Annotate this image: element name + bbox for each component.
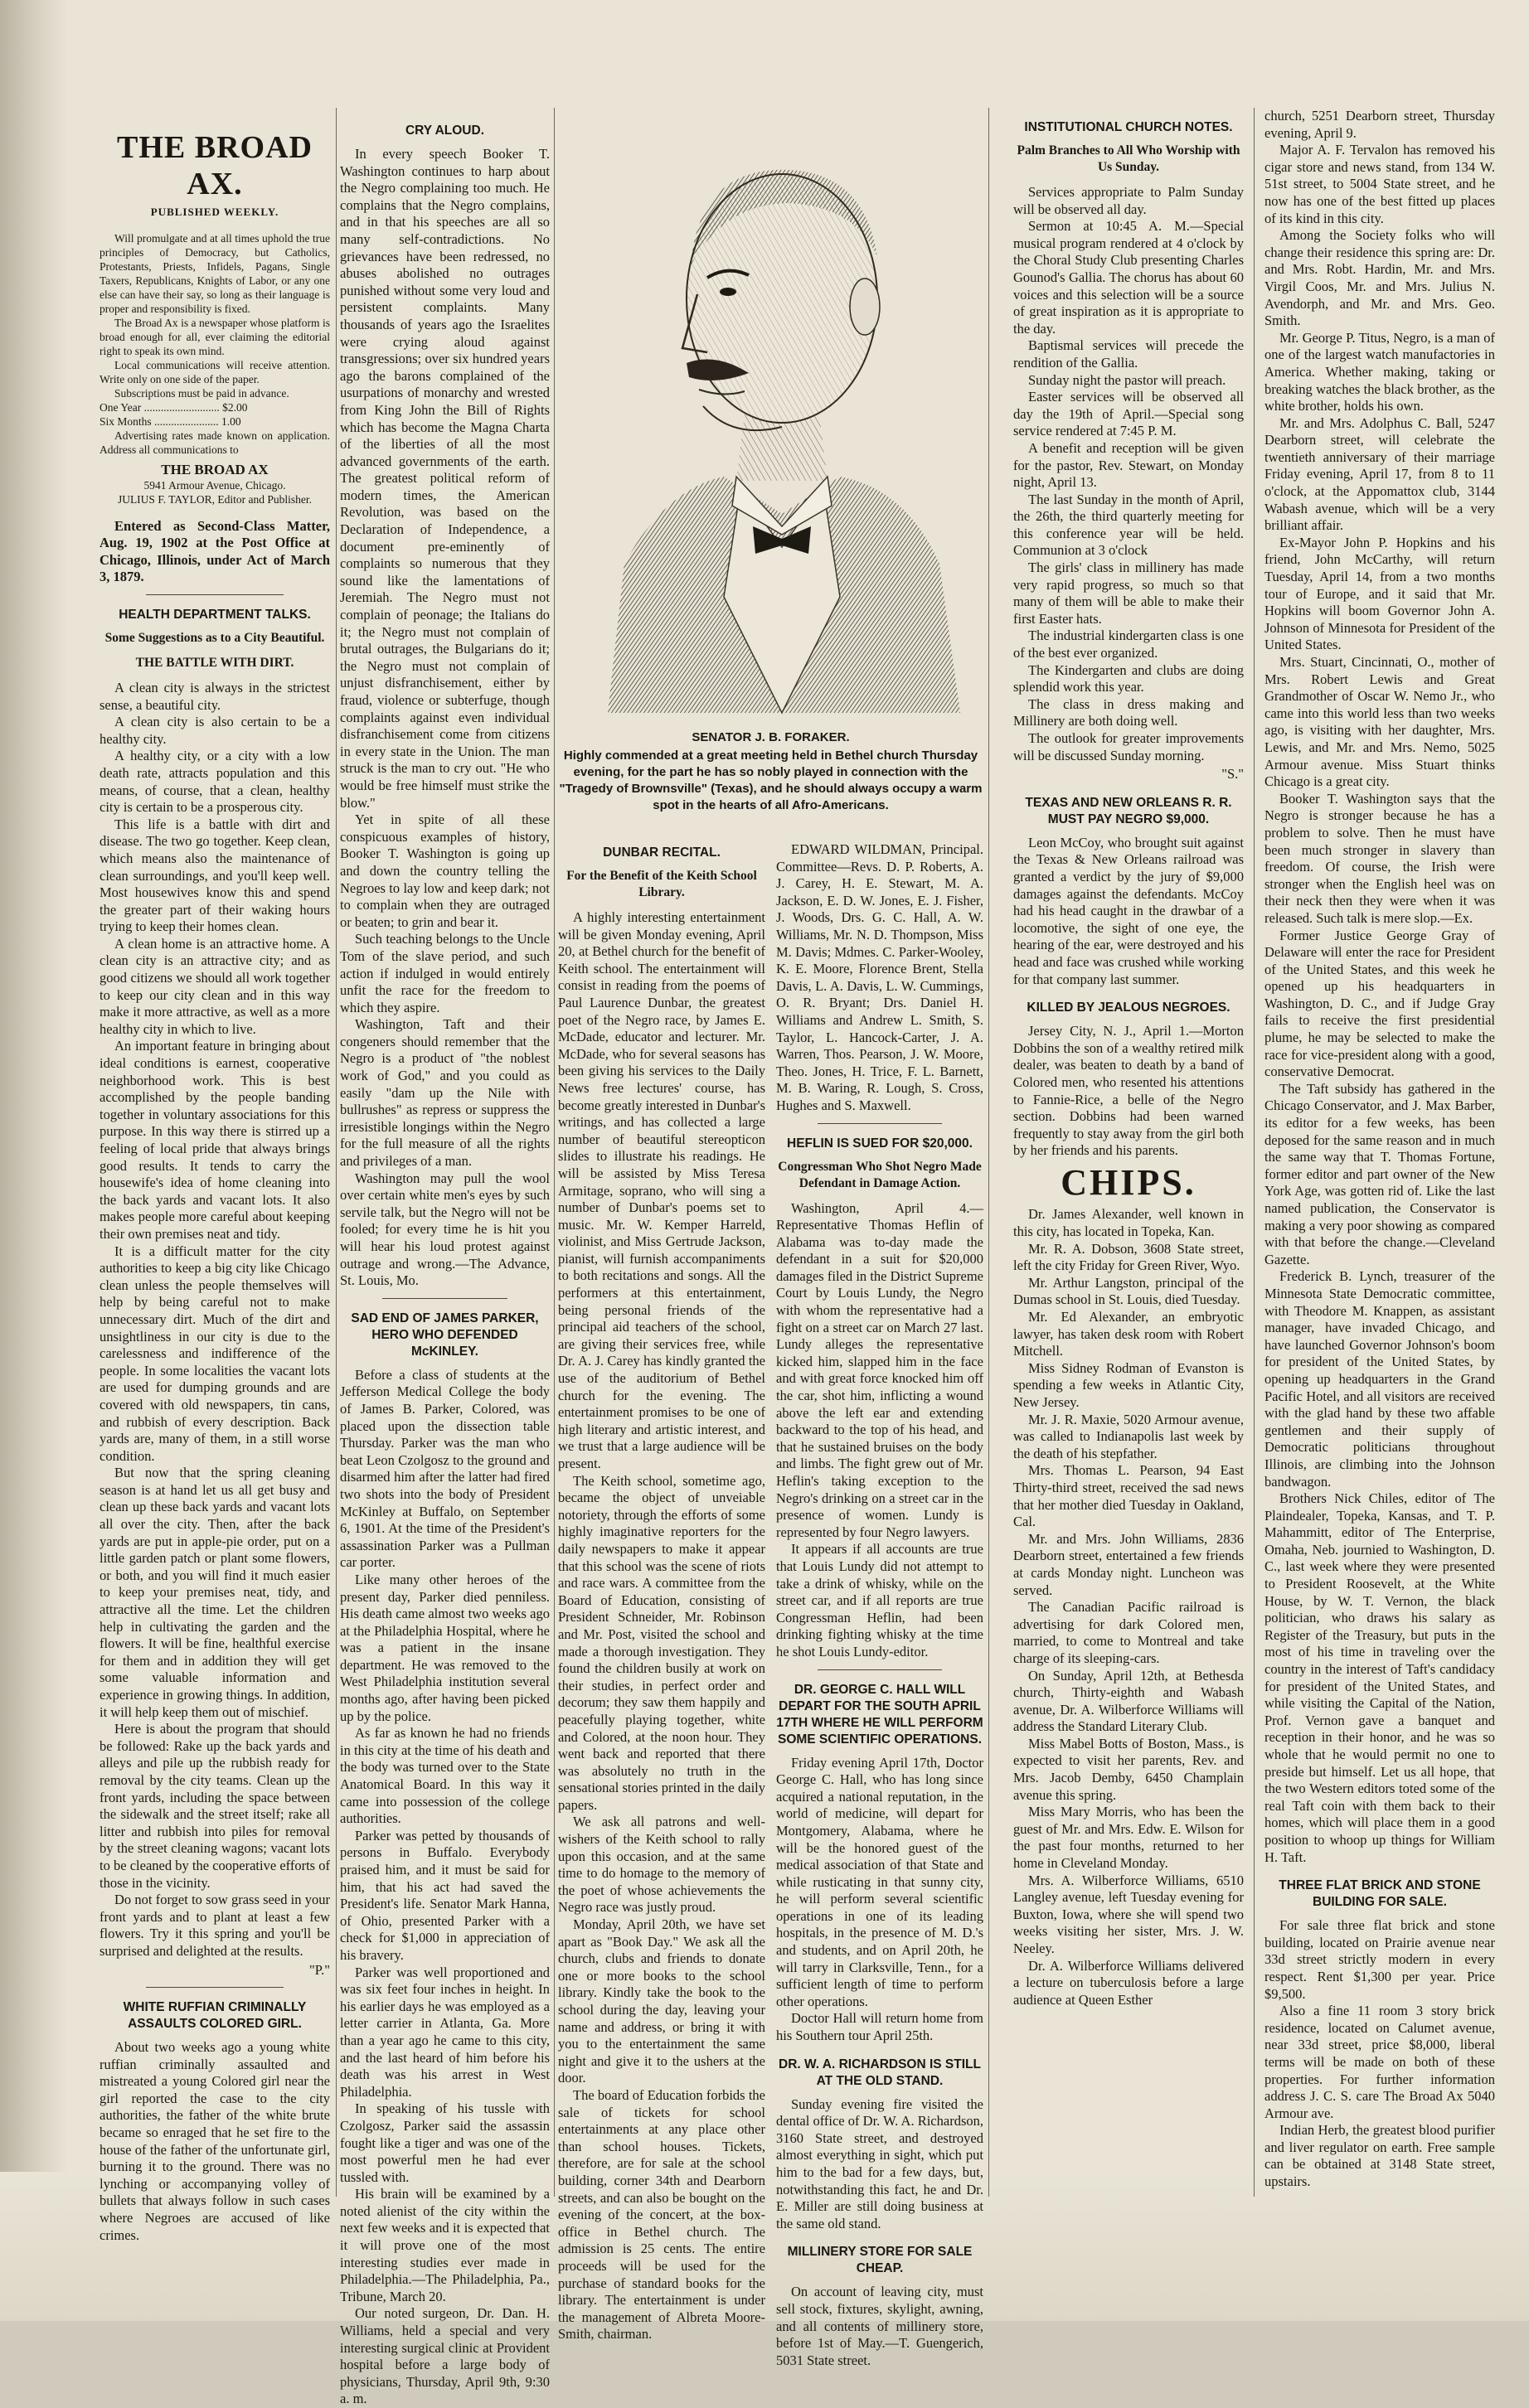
column-3b bbox=[776, 833, 983, 2369]
masthead-title: THE BROAD AX. bbox=[117, 130, 313, 201]
col5-item: Among the Society folks who will change their residence this spring are: Dr. and Mrs. Robt. Hardin, Mr. and Mrs. Virgil Coos, Mr. and Mrs. Julius N. Avendorph, and Mr. and Mrs. Geo. Smith. bbox=[1264, 227, 1495, 329]
health-battle-heading: THE BATTLE WITH DIRT. bbox=[135, 655, 294, 670]
parker-paragraph: His brain will be examined by a noted alienist of the city within the next few weeks and it is expected that it will prove one of the most interesting studies ever made in Philadelphia.—The Philadelphia, Pa., Tribune, March 20. bbox=[340, 2186, 550, 2304]
hall-paragraph: Doctor Hall will return home from his Southern tour April 25th. bbox=[776, 2010, 983, 2044]
parker-heading: SAD END OF JAMES PARKER, HERO WHO DEFENDED McKINLEY. bbox=[351, 1311, 539, 1359]
masthead-rate-year: One Year ........................... $2.00 bbox=[100, 400, 248, 414]
column-rule bbox=[336, 108, 337, 2197]
health-paragraph: An important feature in bringing about ideal conditions is earnest, cooperative neighborhood work. This is best accomplished by the people banding together in voluntary associations for this purpose. In this way there is stirred up a feeling of local pride that always brings good results. It tends to carry the housewife's idea of home cleaning into the back yards and vacant lots. It also makes people more careful about keeping their own premises neat and tidy. bbox=[100, 1038, 330, 1242]
dunbar-paragraph: The Keith school, sometime ago, became the object of unveiable notoriety, through the efforts of some highly imaginative reporters for the daily newspapers to make it appear that this school was the scene of riots and race wars. A committee from the Board of Education, consisting of President Schneider, Mr. Robinson and Mr. Post, visited the school and made a thorough investigation. They found the children busily at work on their studies, in perfect order and decorum; they saw them happily and peacefully playing together, white and Colored, at the noon hour. They went back and reported that there was absolutely no truth in the sensational stories printed in the daily papers. bbox=[558, 1472, 765, 1813]
institutional-paragraph: The outlook for greater improvements will be discussed Sunday morning. bbox=[1013, 730, 1244, 763]
heflin-paragraph: Washington, April 4.—Representative Thomas Heflin of Alabama was to-day made the defendant in a suit for $20,000 damages filed in the District Supreme Court by Louis Lundy, the Negro with whom the representative had a fight on a street car on March 27 last. Lundy alleges the representative kicked him, slapped him in the face and with great force knocked him off the car, shot him, inflicting a wound above the left ear and extending backward to the top of his head, and that he sustained bruises on the body and limbs. The fight grew out of Mr. Heflin's taking exception to the Negro's drinking on a street car in the presence of women. Lundy is represented by four Negro lawyers. bbox=[776, 1199, 983, 1540]
jealous-text: Jersey City, N. J., April 1.—Morton Dobbins the son of a wealthy retired milk dealer, was beaten to death by a band of Colored men, who resented his attentions to Fannie-Rice, a belle of the Negro section. Dobbins had been warned frequently to stay away from the girl both by her friends and his parents. bbox=[1013, 1023, 1244, 1159]
col5-item: Booker T. Washington says that the Negro is stronger because he has a problem to solve. Then he must have been much stronger in slavery than freedom. Of course, the Irish were stronger when the English heel was on their neck then they were when it was released. Such talk is mere slop.—Ex. bbox=[1264, 790, 1495, 926]
scan-shadow-left bbox=[0, 0, 68, 2321]
chips-item: Mrs. Thomas L. Pearson, 94 East Thirty-third street, received the sad news that her mother died Tuesday in Oakland, Cal. bbox=[1013, 1462, 1244, 1530]
institutional-paragraph: The girls' class in millinery has made very rapid progress, so much so that many of them will be able to make their first Easter hats. bbox=[1013, 560, 1244, 627]
dunbar-heading: DUNBAR RECITAL. bbox=[603, 845, 721, 860]
health-paragraph: Do not forget to sow grass seed in your front yards and to plant at least a few flowers. Try it this spring and you'll be surprised and delighted at the results. bbox=[100, 1892, 330, 1959]
institutional-paragraph: The class in dress making and Millinery are both doing well. bbox=[1013, 695, 1244, 729]
millinery-heading: MILLINERY STORE FOR SALE CHEAP. bbox=[787, 2245, 973, 2276]
col5-item: Frederick B. Lynch, treasurer of the Minnesota State Democratic committee, with Theodore M. Knappen, as assistant manager, have invaded Chicago, and have launched Governor Johnson's boom for president of the United States, by opening up headquarters in the Grand Pacific Hotel, and all visitors are received with the glad hand by these two affable gentlemen and their supply of Democratic politicians throughout Illinois, are climbing into the Johnson bandwagon. bbox=[1264, 1268, 1495, 1490]
institutional-paragraph: Sermon at 10:45 A. M.—Special musical program rendered at 4 o'clock by the Choral Study Club presenting Charles Gounod's Gallia. The chorus has about 60 voices and this selection will be a source of great inspiration as it is appropriate to the day. bbox=[1013, 218, 1244, 337]
hall-heading: DR. GEORGE C. HALL WILL DEPART FOR THE SOUTH APRIL 17TH WHERE HE WILL PERFORM SOME SCIENTIFIC OPERATIONS. bbox=[776, 1682, 983, 1747]
column-rule bbox=[1254, 108, 1255, 2197]
texas-heading: TEXAS AND NEW ORLEANS R. R. MUST PAY NEGRO $9,000. bbox=[1025, 795, 1232, 826]
hospital-clinic-note: Our noted surgeon, Dr. Dan. H. Williams, held a special and very interesting surgical clinic at Provident hospital before a large body of physicians, Thursday, April 9th, 9:30 a. m. bbox=[340, 2305, 550, 2407]
chips-item: Mr. R. A. Dobson, 3608 State street, left the city Friday for Green River, Wyo. bbox=[1013, 1240, 1244, 1274]
health-paragraph: A healthy city, or a city with a low death rate, attracts population and this means, of course, that a clean, healthy city is certain to be a prosperous city. bbox=[100, 748, 330, 816]
institutional-paragraph: Services appropriate to Palm Sunday will be observed all day. bbox=[1013, 184, 1244, 217]
cry-paragraph: Yet in spite of all these conspicuous examples of history, Booker T. Washington is going up and down the country telling the Negroes to lay low and keep dark; not to complain when they are outraged or beaten; to grin and bear it. bbox=[340, 812, 550, 930]
health-paragraph: A clean city is always in the strictest sense, a beautiful city. bbox=[100, 679, 330, 713]
column-1 bbox=[100, 108, 330, 2243]
divider bbox=[818, 1123, 942, 1124]
institutional-paragraph: The Kindergarten and clubs are doing splendid work this year. bbox=[1013, 661, 1244, 695]
masthead-rate-six: Six Months ....................... 1.00 bbox=[100, 414, 241, 428]
texas-text: Leon McCoy, who brought suit against the Texas & New Orleans railroad was granted a verdict by the jury of $9,000 damages against the defendants. McCoy had his head caught in the drawbar of a locomotive, the sight of one eye, the hearing of the ear, were destroyed and his head and face was crushed while working for that company last summer. bbox=[1013, 834, 1244, 987]
ruffian-text: About two weeks ago a young white ruffian criminally assaulted and mistreated a young Colored girl near the girl reported the case to the city authorities, the father of the white brute became so enraged that he set fire to the house of the father of the unfortunate girl, burning it to the ground. There was no lynching or accompanying volley of bullets that always follow in such cases where Negroes are accused of like crimes. bbox=[100, 2039, 330, 2243]
masthead-subscriptions: Subscriptions must be paid in advance. bbox=[114, 386, 289, 400]
chips-title: CHIPS. bbox=[1061, 1161, 1197, 1203]
column-rule bbox=[554, 108, 555, 2197]
health-heading: HEALTH DEPARTMENT TALKS. bbox=[119, 607, 311, 622]
parker-paragraph: Before a class of students at the Jefferson Medical College the body of James B. Parker, Colored, was placed upon the dissection table Thursday. Parker was the man who beat Leon Czolgosz to the ground and disarmed him after the latter had fired two shots into the body of President McKinley at Buffalo, on September 6, 1901. At the time of the President's assassination Parker was a Pullman car porter. bbox=[340, 1366, 550, 1571]
health-paragraph: A clean home is an attractive home. A clean city is an attractive city; and as good citizens we should all work together to keep our city clean and in this way make it more attractive, as well as a more healthy city in which to live. bbox=[100, 935, 330, 1037]
col5-item: Major A. F. Tervalon has removed his cigar store and news stand, from 134 W. 51st street, to 5004 State street, and he now has one of the best fitted up places of its kind in this city. bbox=[1264, 142, 1495, 226]
hall-paragraph: Friday evening April 17th, Doctor George C. Hall, who has long since acquired a national reputation, in the world of medicine, will depart for Montgomery, Alabama, where he will be the honored guest of the medical association of that State and while rusticating in that sunny city, he will perform several scientific operations in one of its leading hospitals, in the presence of M. D.'s and students, and on April 20th, he will tarry in Clarksville, Tenn., for a sufficient length of time to perform other operations. bbox=[776, 1754, 983, 2009]
health-signoff: "P." bbox=[309, 1961, 330, 1978]
divider bbox=[382, 1298, 508, 1299]
divider bbox=[146, 594, 284, 595]
heflin-heading: HEFLIN IS SUED FOR $20,000. bbox=[787, 1136, 973, 1151]
cry-heading: CRY ALOUD. bbox=[405, 124, 484, 138]
dunbar-committee: EDWARD WILDMAN, Principal. Committee—Revs. D. P. Roberts, A. J. Carey, H. E. Stewart, M. A. Jackson, E. D. W. Jones, E. J. Fisher, J. Woods, Drs. G. C. Hall, A. W. Williams, Mr. N. D. Thompson, Miss M. Davis; Mdmes. C. Parker-Wooley, K. E. Moore, Florence Brent, Stella Davis, L. A. Davis, L. W. Cummings, O. R. Bryant; Drs. Daniel H. Williams and Andrew L. Smith, S. Taylor, L. Hancock-Carter, J. A. Warren, Thos. Pearson, J. W. Moore, Theo. Jones, H. Trice, F. L. Barnett, M. B. Waring, R. Lough, S. Cross, Hughes and S. Maxwell. bbox=[776, 841, 983, 1113]
dunbar-paragraph: We ask all patrons and well-wishers of the Keith school to rally upon this occasion, and at the same time to do homage to the memory of the poet of whose achievements the Negro race was justly proud. bbox=[558, 1814, 765, 1916]
parker-paragraph: Parker was petted by thousands of persons in Buffalo. Everybody praised him, and it must be said for him, that his act had saved the President's life. Senator Mark Hanna, of Ohio, presented Parker with a check for $1,000 in appreciation of his bravery. bbox=[340, 1827, 550, 1963]
masthead-address-name: THE BROAD AX bbox=[161, 461, 269, 477]
column-2 bbox=[340, 108, 550, 2407]
cry-paragraph: Such teaching belongs to the Uncle Tom of the slave period, and such action if indulged in would entirely unfit the race for the freedom to which they aspire. bbox=[340, 931, 550, 1015]
institutional-subheading: Palm Branches to All Who Worship with Us Sunday. bbox=[1017, 143, 1240, 174]
column-3a bbox=[558, 833, 765, 2343]
cry-paragraph: In every speech Booker T. Washington continues to harp about the Negro complaining too much. He complains that the Negro complains, and in that his speeches are all so many self-contradictions. No grievances have been redressed, no abuses abolished no outrages punished without some very loud and persistent complaints. Many thousands of years ago the Israelites were crying aloud against transgressions; over six hundred years ago the barons complained of the usurpations of monarchy and wrested from King John the Bill of Rights which has become the Magna Charta of the liberties of all the most advanced governments of the earth. The greatest political reform of modern times, the American Revolution, was based on the Declaration of Independence, a document pre-eminently of complaints so numerous that they sound like the lamentations of Jeremiah. The Negro must not complain of peonage; the Italians do it; the Negro must not complain of brutal outrages, the Bulgarians do it; the Negro must not complain of unjust disfranchisement, either by fraud, violence or subterfuge, though complaints against even individual disfranchisement come from citizens in every state in the Union. The man struck is the man to cry out. "He who would be free himself must strike the blow." bbox=[340, 146, 550, 811]
institutional-paragraph: Baptismal services will precede the rendition of the Gallia. bbox=[1013, 337, 1244, 371]
health-subheading: Some Suggestions as to a City Beautiful. bbox=[104, 630, 325, 645]
column-4 bbox=[1013, 108, 1244, 2205]
masthead-editor: JULIUS F. TAYLOR, Editor and Publisher. bbox=[117, 492, 313, 506]
col5-item: church, 5251 Dearborn street, Thursday evening, April 9. bbox=[1264, 108, 1495, 141]
heflin-subheading: Congressman Who Shot Negro Made Defendant in Damage Action. bbox=[778, 1159, 982, 1190]
parker-paragraph: Like many other heroes of the present day, Parker died penniless. His death came almost two weeks ago at the Philadelphia Hospital, where he was a patient in the insane department. He was removed to the West Philadelphia institution several months ago, after having been picked up by the police. bbox=[340, 1571, 550, 1724]
institutional-paragraph: A benefit and reception will be given for the pastor, Rev. Stewart, on Monday night, April 13. bbox=[1013, 439, 1244, 491]
flat-heading: THREE FLAT BRICK AND STONE BUILDING FOR SALE. bbox=[1279, 1878, 1481, 1910]
column-3 bbox=[558, 108, 983, 2368]
chips-item: Mr. Arthur Langston, principal of the Dumas school in St. Louis, died Tuesday. bbox=[1013, 1274, 1244, 1308]
chips-item: Miss Sidney Rodman of Evanston is spending a few weeks in Atlantic City, New Jersey. bbox=[1013, 1359, 1244, 1410]
jealous-heading: KILLED BY JEALOUS NEGROES. bbox=[1027, 1001, 1230, 1015]
col5-item: Brothers Nick Chiles, editor of The Plaindealer, Topeka, Kansas, and T. P. Mahammitt, editor of The Enterprise, Omaha, Neb. journied to Washington, D. C., last week where they were presented to President Roosevelt, at the White House, by W. T. Vernon, the black politician, who draws his salary as Register of the Treasury, but puts in the most of his time in traveling over the country in the interest of Taft's candidacy for president of the United States, and while visiting the Capital of the Nation, Prof. Vernon gave a banquet and reception in their honor, and he was so whole that he would permit no one to preside but himself. Let us all hope, that the two Western editors toted some of the real Taft coin with them back to their homes, which will place them in a good position to whoop up things for William H. Taft. bbox=[1264, 1490, 1495, 1865]
ruffian-heading: WHITE RUFFIAN CRIMINALLY ASSAULTS COLORED GIRL. bbox=[123, 2000, 307, 2032]
chips-item: Miss Mary Morris, who has been the guest of Mr. and Mrs. Edw. E. Wilson for the past four months, returned to her home in Cleveland Monday. bbox=[1013, 1804, 1244, 1872]
col5-item: Ex-Mayor John P. Hopkins and his friend, John McCarthy, will return Tuesday, April 14, from a two months tour of Europe, and it said that Mr. Hopkins will boom Governor John A. Johnson of Minnesota for President of the United States. bbox=[1264, 534, 1495, 653]
institutional-paragraph: Easter services will be observed all day the 19th of April.—Special song service rendered at 7:45 P. M. bbox=[1013, 389, 1244, 439]
col5-item: Mrs. Stuart, Cincinnati, O., mother of Mrs. Robert Lewis and Great Grandmother of Oscar W. Nemo Jr., who came into this world less than two weeks ago, is visiting with her daughter, Mrs. Lewis, and Mr. and Mrs. Nemo, 5025 Armour avenue. Miss Stuart thinks Chicago is a great city. bbox=[1264, 654, 1495, 790]
chips-item: Dr. James Alexander, well known in this city, has located in Topeka, Kan. bbox=[1013, 1206, 1244, 1240]
flat-text: For sale three flat brick and stone building, located on Prairie avenue near 33d street strictly modern in every respect. Rent $1,300 per year. Price $9,500. bbox=[1264, 1917, 1495, 2002]
chips-item: Mr. J. R. Maxie, 5020 Armour avenue, was called to Indianapolis last week by the death of his stepfather. bbox=[1013, 1411, 1244, 1461]
portrait-engraving bbox=[591, 99, 973, 729]
masthead-policy: Will promulgate and at all times uphold the true principles of Democracy, but Catholics, Protestants, Priests, Infidels, Pagans, Single Taxers, Republicans, Knights of Labor, or any one else can have their say, so long as their language is proper and responsibility is fixed. bbox=[100, 231, 330, 315]
chips-item: The Canadian Pacific railroad is advertising for dark Colored men, married, to come to Montreal and take charge of its sleeping-cars. bbox=[1013, 1599, 1244, 1666]
parker-paragraph: In speaking of his tussle with Czolgosz, Parker said the assassin fought like a tiger and was one of the most powerful men he had ever tussled with. bbox=[340, 2100, 550, 2185]
masthead-address-street: 5941 Armour Avenue, Chicago. bbox=[143, 478, 286, 492]
institutional-paragraph: The industrial kindergarten class is one of the best ever organized. bbox=[1013, 627, 1244, 661]
column-5 bbox=[1264, 108, 1495, 2205]
masthead-subtitle: PUBLISHED WEEKLY. bbox=[150, 206, 279, 218]
column-rule bbox=[988, 108, 989, 2197]
col5-item: Former Justice George Gray of Delaware will enter the race for President of the United States, and this week he opened up his headquarters in Washington, D. C., and if Judge Gray fails to receive the first presidential plume, he may be selected to make the race for vice-president along with a good, conservative Democrat. bbox=[1264, 927, 1495, 1080]
chips-item: Mrs. A. Wilberforce Williams, 6510 Langley avenue, left Tuesday evening for Buxton, Iowa, where she will spend two weeks visiting her sister, Mrs. J. W. Neeley. bbox=[1013, 1872, 1244, 1956]
health-paragraph: This life is a battle with dirt and disease. The two go together. Keep clean, which means also the maintenance of clean surroundings, and you'll keep well. Most housewives know this and spend the greater part of their waking hours trying to keep their homes clean. bbox=[100, 816, 330, 935]
dunbar-paragraph: The board of Education forbids the sale of tickets for school entertainments at any place other than school houses. Tickets, therefore, are for sale at the school building, corner 34th and Dearborn streets, and can also be bought on the evening of the concert, at the box-office in Bethel church. The admission is 25 cents. The entire proceeds will be used for the purchase of standard books for the library. The entertainment is under the management of Albreta Moore-Smith, chairman. bbox=[558, 2086, 765, 2343]
indian-herb-ad: Indian Herb, the greatest blood purifier and liver regulator on earth. Free sample can be obtained at 3148 State street, upstairs. bbox=[1264, 2122, 1495, 2190]
institutional-paragraph: The last Sunday in the month of April, the 26th, the third quarterly meeting for this conference year will be held. Communion at 3 o'clock bbox=[1013, 491, 1244, 559]
col5-item: The Taft subsidy has gathered in the Chicago Conservator, and J. Max Barber, its editor for a few weeks, has been deposed for the same reason and in much the same way that T. Thomas Fortune, former editor and part owner of the New York Age, was gotten rid of. Like the last named publication, the Conservator is making a very poor showing as compared with that before the change.—Cleveland Gazette. bbox=[1264, 1080, 1495, 1267]
masthead-communications: Local communications will receive attention. Write only on one side of the paper. bbox=[100, 358, 330, 385]
portrait-caption-title: SENATOR J. B. FORAKER. bbox=[692, 730, 850, 744]
chips-item: Mr. Ed Alexander, an embryotic lawyer, has taken desk room with Robert Mitchell. bbox=[1013, 1309, 1244, 1359]
richardson-heading: DR. W. A. RICHARDSON IS STILL AT THE OLD STAND. bbox=[779, 2057, 981, 2088]
dunbar-paragraph: A highly interesting entertainment will be given Monday evening, April 20, at Bethel church for the benefit of Keith school. The entertainment will consist in reading from the poems of Paul Laurence Dunbar, the greatest poet of the Negro race, by James E. McDade, educator and lecturer. Mr. McDade, who for several seasons has been giving his services to the Daily News free lectures' course, has become greatly interested in Dunbar's writings, and has collected a large number of beautiful stereopticon slides to illustrate his readings. He will be assisted by Miss Teresa Armitage, soprano, who will sing a number of Dunbar's poems set to music. Mr. W. Kemper Harreld, violinist, and Miss Gertrude Jackson, pianist, will furnish accompaniments to both recitations and songs. All the performers at this entertainment, being personal friends of the principal aid teachers of the school, are giving their services free, while Dr. A. J. Carey has kindly granted the use of the auditorium of Bethel church for the evening. The entertainment promises to be one of high literary and artistic interest, and we trust that a large audience will be present. bbox=[558, 909, 765, 1471]
masthead-newspaper: The Broad Ax is a newspaper whose platform is broad enough for all, ever claiming the editorial right to speak its own mind. bbox=[100, 316, 330, 357]
richardson-text: Sunday evening fire visited the dental office of Dr. W. A. Richardson, 3160 State street, and destroyed almost everything in sight, which put him to the bad for a few days, but, notwithstanding this fact, he and Dr. E. Miller are still doing business at the same old stand. bbox=[776, 2095, 983, 2231]
health-paragraph: It is a difficult matter for the city authorities to keep a big city like Chicago clean unless the people themselves will help by being careful not to make unnecessary dirt. Much of the dirt and unsightliness in our city is due to the carelessness and indifference of the people. In some localities the vacant lots are used for dumping grounds and are covered with old newspapers, tin cans, and rubbish of every description. Back yards are, many of them, in a still worse condition. bbox=[100, 1243, 330, 1464]
divider bbox=[146, 1987, 284, 1988]
flat-text-2: Also a fine 11 room 3 story brick residence, located on Calumet avenue, near 33d street, price $8,000, liberal terms will be made on both of these properties. For further information address J. C. S. care The Broad Ax 5040 Armour ave. bbox=[1264, 2003, 1495, 2121]
cry-paragraph: Washington, Taft and their congeners should remember that the Negro is a product of "the noblest work of God," and you could as easily "dam up the Nile with bullrushes" as repress or suppress the irresistible longings within the Negro for the full measure of all the rights and privileges of a man. bbox=[340, 1016, 550, 1170]
chips-item: Miss Mabel Botts of Boston, Mass., is expected to visit her parents, Rev. and Mrs. Jacob Demby, 6450 Champlain avenue this spring. bbox=[1013, 1735, 1244, 1803]
parker-paragraph: As far as known he had no friends in this city at the time of his death and the body was turned over to the State Anatomical Board. In this way it came into possession of the college authorities. bbox=[340, 1725, 550, 1827]
heflin-paragraph: It appears if all accounts are true that Louis Lundy did not attempt to take a drink of whisky, while on the street car, and if all reports are true Congressman Heflin, had been drinking fighting whisky at the time he shot Louis Lundy-editor. bbox=[776, 1541, 983, 1659]
health-paragraph: But now that the spring cleaning season is at hand let us all get busy and clean up these back yards and vacant lots all over the city. Then, after the back yards are put in apple-pie order, put on a little garden patch or plant some flowers, or both, and you will find it much easier to keep your premises neat, tidy, and attractive all the time. Let the children help in cultivating the garden and the flowers. It will be fine, healthful exercise for them and in addition they will get some valuable information and experience in growing things. In addition, it will help keep them out of mischief. bbox=[100, 1465, 330, 1720]
chips-item: Dr. A. Wilberforce Williams delivered a lecture on tuberculosis before a large audience at Queen Esther bbox=[1013, 1957, 1244, 2008]
health-paragraph: Here is about the program that should be followed: Rake up the back yards and alleys and pile up the rubbish ready for removal by the city teams. Clean up the front yards, including the space between the sidewalk and the street itself; rake all litter and rubbish into piles for removal by the street cleaning wagons; vacant lots to be cleaned by the cooperative efforts of those in the vicinity. bbox=[100, 1721, 330, 1891]
health-paragraph: A clean city is also certain to be a healthy city. bbox=[100, 714, 330, 747]
col5-item: Mr. George P. Titus, Negro, is a man of one of the largest watch manufactories in America. Whether making, taking or breaking watches the black brother, as the white brother, holds his own. bbox=[1264, 329, 1495, 414]
masthead-advertising: Advertising rates made known on application. Address all communications to bbox=[100, 429, 330, 456]
dunbar-paragraph: Monday, April 20th, we have set apart as "Book Day." We ask all the church, clubs and friends to donate one or more books to the school library. Kindly take the book to the school during the day, leaving your name and address, or bring it with you to the entertainment the same night and give it to the ushers at the door. bbox=[558, 1916, 765, 2086]
dunbar-subheading: For the Benefit of the Keith School Library. bbox=[566, 869, 757, 899]
cry-paragraph: Washington may pull the wool over certain white men's eyes by such servile talk, but the Negro will not be fooled; for every time he is hit you will hear his loud protest against outrage and wrong.—The Advance, St. Louis, Mo. bbox=[340, 1170, 550, 1289]
portrait-caption: Highly commended at a great meeting held in Bethel church Thursday evening, for the part he has so nobly played in connection with the "Tragedy of Brownsville" (Texas), and he should always occupy a warm spot in the hearts of all Afro-Americans. bbox=[559, 749, 983, 812]
institutional-signoff: "S." bbox=[1221, 766, 1244, 782]
millinery-text: On account of leaving city, must sell stock, fixtures, skylight, awning, and all contents of millinery store, before 1st of May.—T. Guengerich, 5031 State street. bbox=[776, 2284, 983, 2368]
parker-paragraph: Parker was well proportioned and was six feet four inches in height. In his earlier days he was employed as a letter carrier in Atlanta, Ga. More than a year ago he came to this city, and the last heard of him before his death was his arrest in West Philadelphia. bbox=[340, 1964, 550, 2100]
institutional-paragraph: Sunday night the pastor will preach. bbox=[1028, 371, 1226, 388]
masthead-entered: Entered as Second-Class Matter, Aug. 19, 1902 at the Post Office at Chicago, Illinois, under Act of March 3, 1879. bbox=[100, 517, 330, 585]
chips-item: On Sunday, April 12th, at Bethesda church, Thirty-eighth and Wabash avenue, Dr. A. Wilberforce Williams will address the Standard Literary Club. bbox=[1013, 1667, 1244, 1735]
col5-item: Mr. and Mrs. Adolphus C. Ball, 5247 Dearborn street, will celebrate the twentieth anniversary of their marriage Friday evening, April 17, from 8 to 11 o'clock, at the Appomattox club, 3144 Wabash avenue, which will be a very brilliant affair. bbox=[1264, 414, 1495, 534]
institutional-heading: INSTITUTIONAL CHURCH NOTES. bbox=[1024, 120, 1233, 134]
foraker-portrait bbox=[591, 99, 973, 729]
chips-item: Mr. and Mrs. John Williams, 2836 Dearborn street, entertained a few friends at cards Monday night. Luncheon was served. bbox=[1013, 1530, 1244, 1598]
divider bbox=[818, 1669, 942, 1670]
